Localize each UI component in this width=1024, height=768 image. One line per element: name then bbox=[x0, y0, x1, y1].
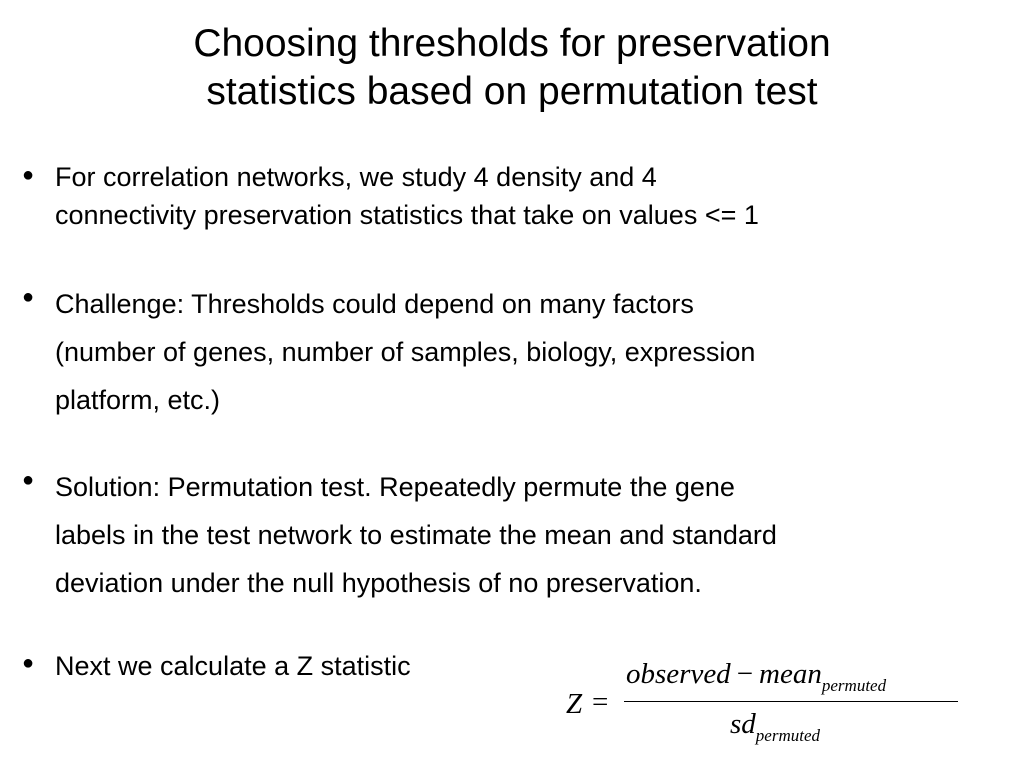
formula-mean: mean bbox=[759, 658, 822, 690]
bullet-dot-icon: ● bbox=[22, 469, 35, 491]
bullet-line: connectivity preservation statistics that take on values <= 1 bbox=[55, 200, 759, 230]
bullet-line: deviation under the null hypothesis of no preservation. bbox=[55, 568, 702, 598]
title-line-2: statistics based on permutation test bbox=[206, 70, 818, 113]
bullet-line: labels in the test network to estimate the mean and standard bbox=[55, 520, 777, 550]
formula-fraction-bar bbox=[624, 701, 958, 702]
formula-sd-subscript: permuted bbox=[755, 726, 821, 745]
bullet-line: Solution: Permutation test. Repeatedly permute the gene bbox=[55, 472, 735, 502]
formula-denominator bbox=[730, 708, 820, 746]
bullet-text bbox=[55, 158, 985, 234]
slide-title bbox=[60, 20, 964, 116]
formula-numerator bbox=[626, 658, 886, 696]
formula-mean-subscript: permuted bbox=[821, 676, 887, 695]
bullet-line: (number of genes, number of samples, biology, expression bbox=[55, 337, 756, 367]
bullet-dot-icon: ● bbox=[22, 164, 35, 186]
bullet-text bbox=[55, 280, 985, 424]
bullet-dot-icon: ● bbox=[22, 652, 35, 674]
bullet-text bbox=[55, 463, 985, 607]
bullet-line: For correlation networks, we study 4 density and 4 bbox=[55, 162, 657, 192]
z-statistic-formula bbox=[566, 652, 966, 752]
title-line-1: Choosing thresholds for preservation bbox=[193, 22, 831, 65]
formula-minus: − bbox=[736, 658, 754, 690]
formula-sd: sd bbox=[730, 708, 756, 740]
bullet-dot-icon: ● bbox=[22, 286, 35, 308]
formula-equals: = bbox=[592, 686, 609, 718]
formula-lhs: Z bbox=[566, 688, 583, 720]
bullet-line: platform, etc.) bbox=[55, 385, 221, 415]
bullet-line: Next we calculate a Z statistic bbox=[55, 651, 411, 681]
formula-observed: observed bbox=[626, 658, 731, 690]
bullet-line: Challenge: Thresholds could depend on many factors bbox=[55, 289, 694, 319]
